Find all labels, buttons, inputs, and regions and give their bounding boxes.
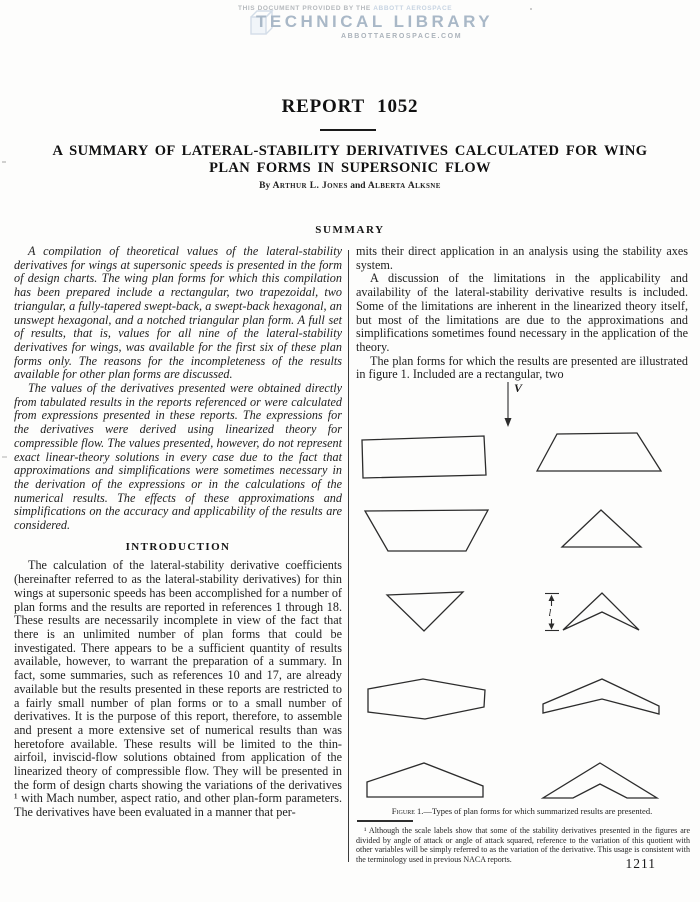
author-2: Alberta Alksne [367,181,441,191]
inverted-trapezoidal-wing [365,510,488,551]
figure-shapes [362,433,661,798]
figure-caption [356,806,688,816]
triangular-wing [562,510,641,547]
right-paragraph-1: mits their direct application in an analysis using the stability axes system. [356,244,688,272]
notched-triangular-wing [543,763,657,798]
watermark-brand: ABBOTT AEROSPACE [373,5,453,12]
footnote-text: ¹ Although the scale labels show that some of the stability derivatives presented in the figures are divided by angle of attack or angle of attack squared, reference to the variation of this quotient with other variables will be simply referred to as the variation of the derivative. This usage is consistent with the terminology used in previous NACA reports. [356,826,690,864]
watermark-site-url: ABBOTTAEROSPACE.COM [341,33,463,40]
dimension-marker [545,594,559,631]
swept-back-hexagonal-wing [543,679,659,714]
velocity-arrow [505,381,524,427]
report-number: REPORT 1052 [281,96,419,117]
fully-tapered-swept-back-wing [563,593,639,630]
figure-caption-label: Figure 1. [391,806,424,816]
author-1: Arthur L. Jones [272,181,348,191]
watermark-provided-by [238,5,452,12]
swept-back-pentagonal-wing [367,763,483,797]
byline [0,181,700,191]
summary-paragraph-2: The values of the derivatives presented were obtained directly from tabulated results in the reports referenced or were calculated from expressions presented in these reports. The expressions for the derivatives were derived using linearized theory for compressible flow. The values presented, however, do not represent exact linear-theory solutions in every case due to the fact that approximations and simplifications were sometimes necessary in the derivation of the expressions or in the calculations of the numerical results. The effects of these approximations and simplifications on the accuracy and applicability of the results are considered. [14,381,342,533]
scan-speck [2,161,6,163]
scan-speck [2,456,7,458]
rectangular-wing [362,436,486,478]
trapezoidal-wing [537,433,661,471]
figure-1-plan-forms [355,378,690,808]
footnote-rule [357,820,413,822]
byline-conjunction: and [350,181,366,191]
introduction-heading: INTRODUCTION [125,540,231,553]
velocity-label: V [514,381,523,395]
left-column [14,245,342,820]
right-paragraph-3: The plan forms for which the results are presented are illustrated in figure 1. Included are a rectangular, two [356,353,688,382]
byline-prefix: By [259,181,271,191]
figure-caption-text: —Types of plan forms for which summarized results are presented. [423,806,653,816]
dimension-label: l [548,608,552,619]
column-divider-rule [348,250,349,862]
right-paragraph-2: A discussion of the limitations in the applicability and availability of the lateral-stability derivative results is included. Some of the limitations are inherent in the linearized theory itself, but most of the limitations are due to the approximations and simplifications sometimes found necessary in the application of the theory. [356,271,688,354]
introduction-paragraph: The calculation of the lateral-stability derivative coefficients (hereinafter referred to as the lateral-stability derivatives) for thin wings at supersonic speeds has been accomplished for a number of plan forms and the results are reported in references 1 through 18. These results are necessarily incomplete in view of the fact that there is an unlimited number of plan forms that could be investigated. There appears to be a sufficient quantity of results available, however, to warrant the preparation of a summary. In fact, some summaries, such as references 10 and 17, are already available but the results presented in these reports are restricted to a fairly small number of plan forms or to a small number of derivatives. It is the purpose of this report, therefore, to assemble and present a more extensive set of numerical results than was heretofore available. These results will be limited to the thin-airfoil, inviscid-flow solutions obtained from application of the linearized theory of compressible flow. They will be presented in the form of design charts showing the variations of the derivatives ¹ with Mach number, aspect ratio, and other plan-form parameters. The derivatives have been evaluated in a manner that per- [14,558,342,820]
right-column [356,245,688,382]
watermark-provided-by-text: THIS DOCUMENT PROVIDED BY THE [238,5,371,12]
page-number: 1211 [625,856,656,871]
title-divider-rule [320,129,376,131]
inverted-triangular-wing [387,592,463,631]
unswept-hexagonal-wing [368,679,485,719]
summary-heading: SUMMARY [315,224,385,236]
watermark-library-title: TECHNICAL LIBRARY [256,12,494,31]
summary-paragraph-1: A compilation of theoretical values of the lateral-stability derivatives for wings at supersonic speeds is presented in the form of design charts. The wing plan forms for which this compilation has been prepared include a rectangular, two trapezoidal, two triangular, a fully-tapered swept-back, a swept-back hexagonal, an unswept hexagonal, and a notched triangular plan form. A full set of results, that is, values for all nine of the lateral-stability derivatives for wings, was available for the first six of these plan forms only. The reasons for the incompleteness of the results available for other plan forms are discussed. [14,244,342,382]
report-title: A SUMMARY OF LATERAL-STABILITY DERIVATIVES CALCULATED FOR WING PLAN FORMS IN SUPERSONIC FLOW [52,143,648,176]
scan-speck [530,8,532,10]
